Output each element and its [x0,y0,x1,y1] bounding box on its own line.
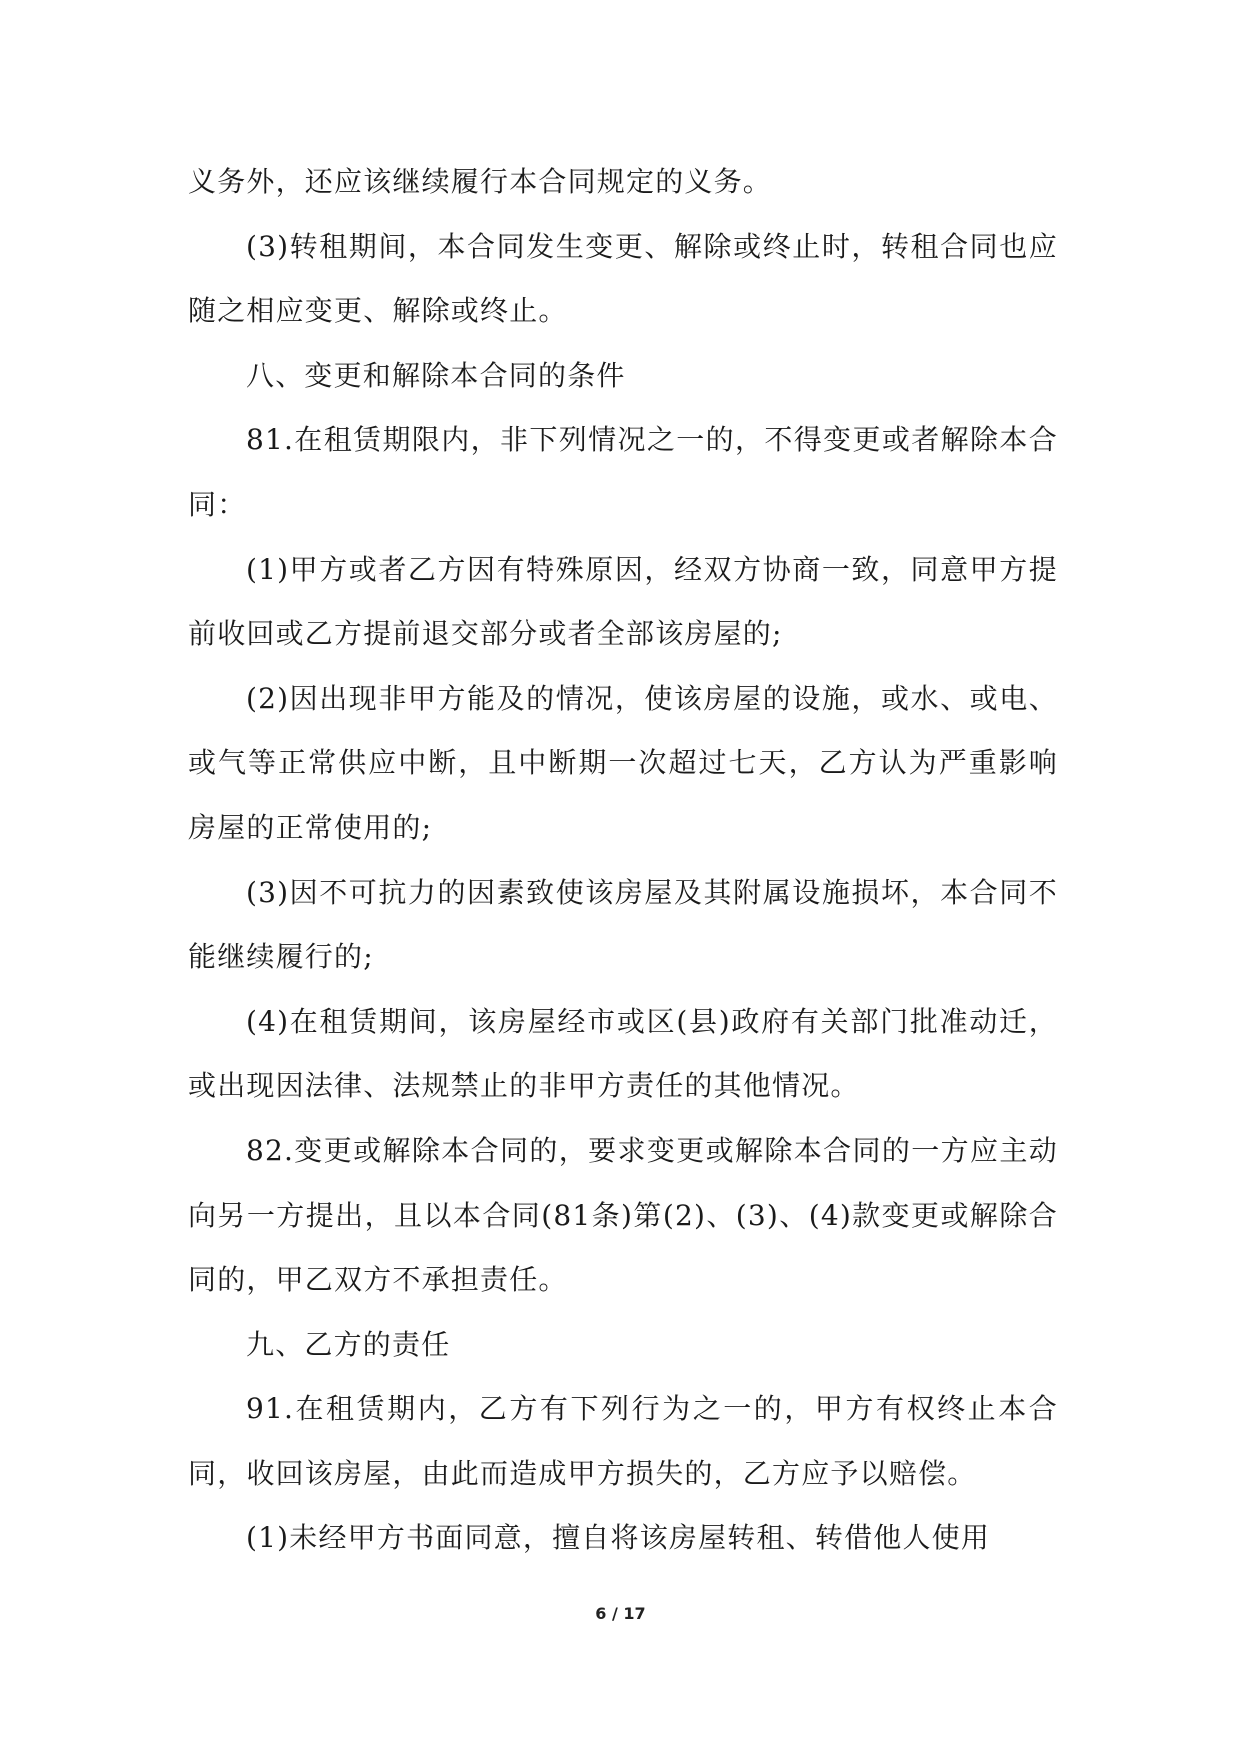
body-text [188,150,1058,1571]
paragraph-clause-91: 91.在租赁期内，乙方有下列行为之一的，甲方有权终止本合同，收回该房屋，由此而造成甲方损失的，乙方应予以赔偿。 [188,1392,1058,1490]
paragraph-item-4: (4)在租赁期间，该房屋经市或区(县)政府有关部门批准动迁，或出现因法律、法规禁止的非甲方责任的其他情况。 [188,1004,1058,1103]
paragraph-item-91-1: (1)未经甲方书面同意，擅自将该房屋转租、转借他人使用 [246,1521,991,1555]
paragraph-clause-82: 82.变更或解除本合同的，要求变更或解除本合同的一方应主动向另一方提出，且以本合同(81条)第(2)、(3)、(4)款变更或解除合同的，甲乙双方不承担责任。 [188,1133,1058,1297]
section-heading-9: 九、乙方的责任 [246,1327,451,1361]
paragraph-continuation: 义务外，还应该继续履行本合同规定的义务。 [188,165,773,198]
section-heading-8: 八、变更和解除本合同的条件 [246,358,626,392]
paragraph-item-1: (1)甲方或者乙方因有特殊原因，经双方协商一致，同意甲方提前收回或乙方提前退交部分或者全部该房屋的; [188,552,1058,651]
paragraph-item-3: (3)因不可抗力的因素致使该房屋及其附属设施损坏，本合同不能继续履行的; [188,875,1058,974]
page-number: 6 / 17 [595,1604,646,1623]
paragraph-item-2: (2)因出现非甲方能及的情况，使该房屋的设施，或水、或电、或气等正常供应中断，且中断期一次超过七天，乙方认为严重影响房屋的正常使用的; [188,681,1058,844]
paragraph-clause-81: 81.在租赁期限内，非下列情况之一的，不得变更或者解除本合同： [188,423,1058,521]
paragraph-sublet-clause-3: (3)转租期间，本合同发生变更、解除或终止时，转租合同也应随之相应变更、解除或终止。 [188,229,1058,328]
